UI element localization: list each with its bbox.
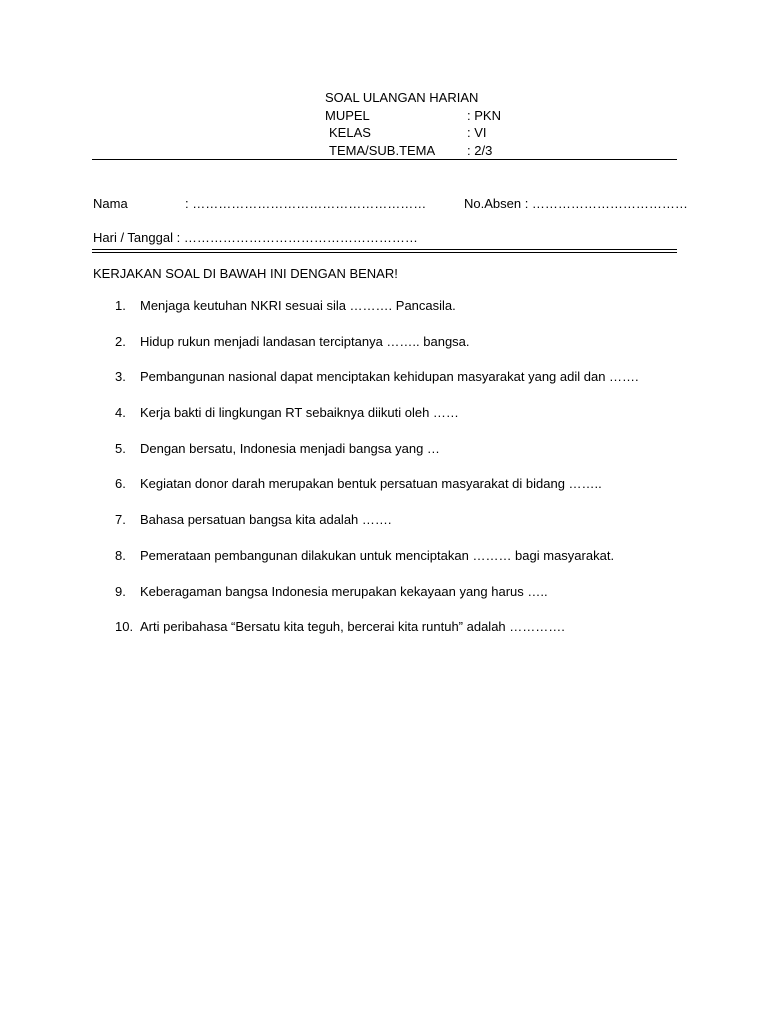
question-item bbox=[115, 476, 695, 512]
question-item bbox=[115, 512, 695, 548]
question-list bbox=[115, 298, 695, 655]
question-text: Arti peribahasa “Bersatu kita teguh, bercerai kita runtuh” adalah …………. bbox=[140, 619, 565, 635]
question-item bbox=[115, 619, 695, 655]
header-label-tema: TEMA/SUB.TEMA bbox=[329, 142, 436, 158]
header-value-kelas: : VI bbox=[467, 125, 487, 140]
instruction-text: KERJAKAN SOAL DI BAWAH INI DENGAN BENAR! bbox=[93, 266, 398, 281]
header-row-mupel bbox=[325, 107, 565, 125]
question-text: Pemerataan pembangunan dilakukan untuk menciptakan ……… bagi masyarakat. bbox=[140, 547, 615, 563]
question-number: 1. bbox=[115, 298, 126, 313]
header-value-mupel: : PKN bbox=[467, 107, 501, 123]
header-row-tema bbox=[325, 142, 565, 160]
question-text: Menjaga keutuhan NKRI sesuai sila ………. Pancasila. bbox=[140, 298, 456, 313]
question-number: 8. bbox=[115, 547, 126, 563]
question-item bbox=[115, 334, 695, 370]
question-number: 3. bbox=[115, 369, 126, 385]
question-number: 2. bbox=[115, 333, 126, 349]
nama-label: Nama bbox=[93, 196, 128, 211]
question-number: 7. bbox=[115, 512, 126, 528]
header-value-tema: : 2/3 bbox=[467, 142, 493, 158]
question-item bbox=[115, 584, 695, 620]
header-label-mupel: MUPEL bbox=[325, 107, 370, 123]
question-item bbox=[115, 405, 695, 441]
question-number: 5. bbox=[115, 440, 126, 456]
absen-text: No.Absen : ……………………………… bbox=[464, 196, 688, 211]
header-row-kelas bbox=[325, 124, 565, 142]
question-text: Hidup rukun menjadi landasan terciptanya …….. bangsa. bbox=[140, 333, 470, 349]
hari-tanggal-blank: : ……………………………………………… bbox=[172, 230, 418, 245]
identity-divider-bottom bbox=[92, 252, 677, 253]
question-number: 10. bbox=[115, 619, 134, 635]
identity-divider-top bbox=[92, 249, 677, 250]
header-divider bbox=[92, 159, 677, 160]
question-number: 6. bbox=[115, 476, 126, 492]
question-number: 4. bbox=[115, 405, 126, 421]
header-label-kelas: KELAS bbox=[329, 125, 371, 140]
question-number: 9. bbox=[115, 583, 126, 599]
question-text: Kegiatan donor darah merupakan bentuk persatuan masyarakat di bidang …….. bbox=[140, 476, 602, 492]
question-item bbox=[115, 298, 695, 334]
absen-field bbox=[464, 196, 688, 211]
question-text: Pembangunan nasional dapat menciptakan kehidupan masyarakat yang adil dan ……. bbox=[140, 369, 639, 385]
hari-tanggal-field bbox=[93, 230, 418, 245]
question-text: Bahasa persatuan bangsa kita adalah ……. bbox=[140, 512, 392, 528]
question-item bbox=[115, 441, 695, 477]
nama-field bbox=[93, 196, 426, 211]
document-header bbox=[325, 89, 565, 159]
header-title-text: SOAL ULANGAN HARIAN bbox=[325, 90, 479, 105]
nama-blank: : ……………………………………………… bbox=[185, 196, 427, 211]
question-text: Keberagaman bangsa Indonesia merupakan kekayaan yang harus ….. bbox=[140, 583, 548, 599]
question-text: Kerja bakti di lingkungan RT sebaiknya diikuti oleh …… bbox=[140, 405, 459, 421]
header-title bbox=[325, 89, 565, 107]
question-item bbox=[115, 369, 695, 405]
question-item bbox=[115, 548, 695, 584]
question-text: Dengan bersatu, Indonesia menjadi bangsa yang … bbox=[140, 440, 440, 456]
hari-tanggal-label: Hari / Tanggal bbox=[93, 230, 173, 245]
